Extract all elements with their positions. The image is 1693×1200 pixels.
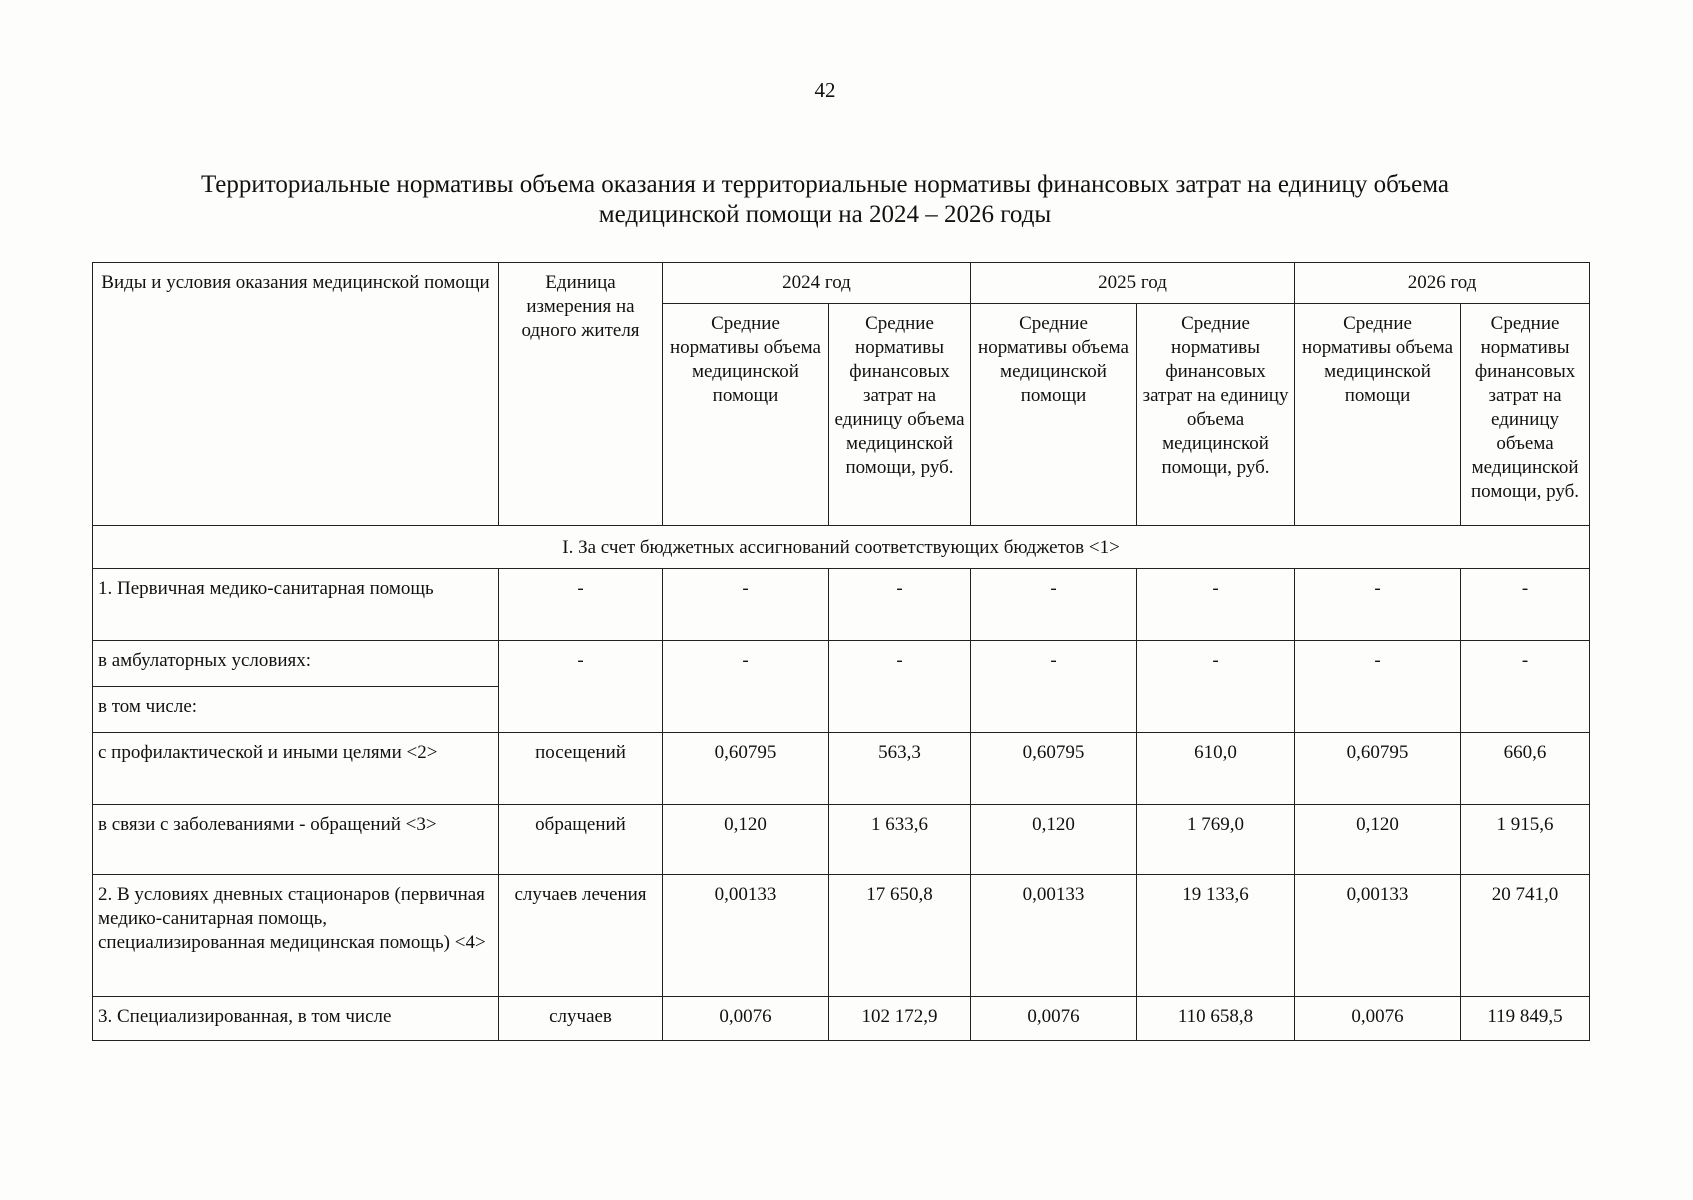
cell-value: 0,60795	[971, 733, 1137, 805]
cell-value: 0,00133	[663, 875, 829, 997]
header-cost-2024: Средние нормативы финансовых затрат на единицу объема медицинской помощи, руб.	[829, 304, 971, 526]
cell-value: -	[829, 569, 971, 641]
cell-value: 0,00133	[1295, 875, 1461, 997]
cell-value: 1 915,6	[1461, 805, 1590, 875]
cell-value: 0,0076	[1295, 997, 1461, 1041]
table-row	[93, 641, 1590, 687]
row-unit: случаев лечения	[499, 875, 663, 997]
cell-value: -	[1137, 569, 1295, 641]
row-label: с профилактической и иными целями <2>	[93, 733, 499, 805]
row-unit: посещений	[499, 733, 663, 805]
norms-table	[92, 262, 1590, 1041]
page-number: 42	[814, 78, 836, 102]
cell-value: -	[663, 569, 829, 641]
section-heading: I. За счет бюджетных ассигнований соответствующих бюджетов <1>	[93, 526, 1590, 569]
row-unit: -	[499, 569, 663, 641]
header-volume-2025: Средние нормативы объема медицинской помощи	[971, 304, 1137, 526]
row-label: в связи с заболеваниями - обращений <3>	[93, 805, 499, 875]
header-year-2026: 2026 год	[1295, 263, 1590, 304]
table-row	[93, 997, 1590, 1041]
cell-value: -	[1137, 641, 1295, 733]
cell-value: 563,3	[829, 733, 971, 805]
page-title	[110, 170, 1540, 230]
cell-value: 1 769,0	[1137, 805, 1295, 875]
row-label: в амбулаторных условиях:	[93, 641, 499, 687]
row-unit: -	[499, 641, 663, 733]
cell-value: 20 741,0	[1461, 875, 1590, 997]
cell-value: 0,00133	[971, 875, 1137, 997]
header-volume-2026: Средние нормативы объема медицинской помощи	[1295, 304, 1461, 526]
table-row	[93, 805, 1590, 875]
row-label: 1. Первичная медико-санитарная помощь	[93, 569, 499, 641]
row-label: 3. Специализированная, в том числе	[93, 997, 499, 1041]
cell-value: 660,6	[1461, 733, 1590, 805]
header-type: Виды и условия оказания медицинской помощи	[93, 263, 499, 526]
cell-value: -	[829, 641, 971, 733]
header-cost-2026: Средние нормативы финансовых затрат на единицу объема медицинской помощи, руб.	[1461, 304, 1590, 526]
title-line-2: медицинской помощи на 2024 – 2026 годы	[598, 201, 1052, 228]
row-label: в том числе:	[93, 687, 499, 733]
cell-value: 1 633,6	[829, 805, 971, 875]
cell-value: -	[663, 641, 829, 733]
title-line-1: Территориальные нормативы объема оказания и территориальные нормативы финансовых затрат на единицу объема	[200, 171, 1450, 198]
row-unit: случаев	[499, 997, 663, 1041]
cell-value: 610,0	[1137, 733, 1295, 805]
header-year-2024: 2024 год	[663, 263, 971, 304]
header-year-2025: 2025 год	[971, 263, 1295, 304]
cell-value: 0,60795	[663, 733, 829, 805]
cell-value: 0,120	[663, 805, 829, 875]
cell-value: 110 658,8	[1137, 997, 1295, 1041]
header-cost-2025: Средние нормативы финансовых затрат на единицу объема медицинской помощи, руб.	[1137, 304, 1295, 526]
cell-value: 119 849,5	[1461, 997, 1590, 1041]
header-unit: Единица измерения на одного жителя	[499, 263, 663, 526]
row-unit: обращений	[499, 805, 663, 875]
cell-value: -	[1461, 641, 1590, 733]
cell-value: -	[1295, 641, 1461, 733]
cell-value: 0,60795	[1295, 733, 1461, 805]
cell-value: 0,120	[971, 805, 1137, 875]
cell-value: -	[1461, 569, 1590, 641]
cell-value: 17 650,8	[829, 875, 971, 997]
cell-value: 0,0076	[971, 997, 1137, 1041]
cell-value: -	[1295, 569, 1461, 641]
cell-value: 102 172,9	[829, 997, 971, 1041]
cell-value: 0,0076	[663, 997, 829, 1041]
cell-value: -	[971, 641, 1137, 733]
row-label: 2. В условиях дневных стационаров (первичная медико-санитарная помощь, специализированная медицинская помощь) <4>	[93, 875, 499, 997]
table-row	[93, 733, 1590, 805]
cell-value: 19 133,6	[1137, 875, 1295, 997]
cell-value: 0,120	[1295, 805, 1461, 875]
table-row	[93, 569, 1590, 641]
header-volume-2024: Средние нормативы объема медицинской помощи	[663, 304, 829, 526]
cell-value: -	[971, 569, 1137, 641]
table-row	[93, 875, 1590, 997]
